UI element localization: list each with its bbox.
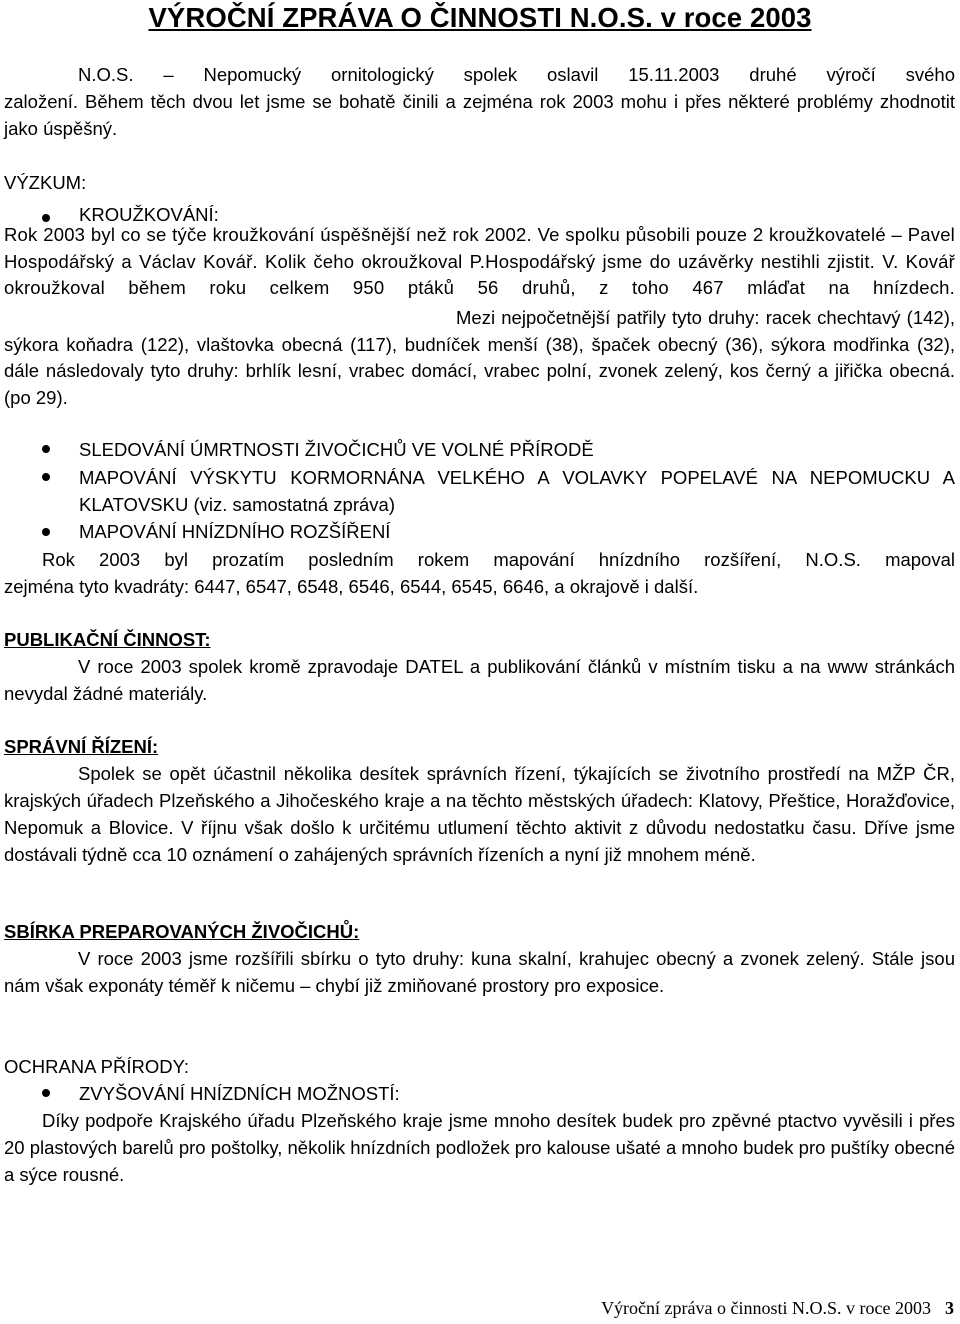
section-heading-spravni: SPRÁVNÍ ŘÍZENÍ: — [4, 736, 159, 757]
krouzkovani-species-text: Mezi nejpočetnější patřily tyto druhy: racek chechtavý (142), sýkora koňadra (122), vlaštovka obecná (117), budníček menší (38), špaček obecný (36), sýkora modřinka (32), dále následovaly tyto druhy: brhlík lesní, vrabec domácí, vrabec polní, zvonek zelený, kos černý a jiřička obecná. (po 29). — [4, 307, 955, 408]
publikacni-text: V roce 2003 spolek kromě zpravodaje DATEL a publikování článků v místním tisku a na www stránkách nevydal žádné materiály. — [4, 656, 955, 704]
section-heading-sbirka: SBÍRKA PREPAROVANÝCH ŽIVOČICHŮ: — [4, 921, 360, 942]
section-heading-publikacni: PUBLIKAČNÍ ČINNOST: — [4, 629, 211, 650]
bullet-icon — [42, 1089, 50, 1097]
spravni-text: Spolek se opět účastnil několika desítek správních řízení, týkajících se životního prostředí na MŽP ČR, krajských úřadech Plzeňského a Jihočeského kraje a na těchto městských úřadech: Klatovy, Přeštice, Horažďovice, Nepomuk a Blovice. V říjnu však došlo k určitému utlumení těchto aktivit z důvodu nedostatku času. Dříve jsme dostávali týdně cca 10 oznámení o zahájených správních řízeních a nyní již mnohem méně. — [4, 763, 955, 865]
page-footer — [601, 1298, 954, 1319]
intro-line-1: N.O.S. – Nepomucký ornitologický spolek oslavil 15.11.2003 druhé výročí svého — [78, 64, 955, 85]
zvysovani-label: ZVYŠOVÁNÍ HNÍZDNÍCH MOŽNOSTÍ: — [79, 1083, 400, 1104]
section-heading-vyzkum: VÝZKUM: — [4, 172, 87, 193]
section-heading-ochrana: OCHRANA PŘÍRODY: — [4, 1056, 190, 1077]
mapovani-hnizdni-line-2: zejména tyto kvadráty: 6447, 6547, 6548, 6546, 6544, 6545, 6646, a okrajově i další. — [4, 576, 699, 597]
bullet-icon — [42, 528, 50, 536]
mapovani-hnizdni-line-1: Rok 2003 byl prozatím posledním rokem mapování hnízdního rozšíření, N.O.S. mapoval — [42, 549, 955, 570]
bullet-icon — [42, 473, 50, 481]
krouzkovani-text: Rok 2003 byl co se týče kroužkování úspěšnější než rok 2002. Ve spolku působili pouze 2 kroužkovatelé – Pavel Hospodářský a Václav Kovář. Kolik čeho okroužkoval P.Hospodářský jsme do uzávěrky nestihli zjistit. V. Kovář okroužkoval během roku celkem 950 ptáků 56 druhů, z toho 467 mláďat na hnízdech. — [4, 224, 955, 298]
sbirka-text: V roce 2003 jsme rozšířili sbírku o tyto druhy: kuna skalní, krahujec obecný a zvonek zelený. Stále jsou nám však exponáty téměř k ničemu – chybí již zmiňované prostory pro exposice. — [4, 948, 955, 996]
page-number: 3 — [945, 1298, 954, 1318]
zvysovani-text: Díky podpoře Krajského úřadu Plzeňského kraje jsme mnoho desítek budek pro zpěvné ptactvo vyvěsili i přes 20 plastových barelů pro poštolky, několik hnízdních podložek pro kalouse ušaté a mnoho budek pro puštíky obecné a sýce rousné. — [4, 1110, 955, 1185]
intro-text: založení. Během těch dvou let jsme se bohatě činili a zejména rok 2003 mohu i přes některé problémy zhodnotit jako úspěšný. — [4, 91, 955, 139]
mapovani-hnizdni-label: MAPOVÁNÍ HNÍZDNÍHO ROZŠÍŘENÍ — [79, 521, 391, 542]
mapovani-kormoran-note: (viz. samostatná zpráva) — [193, 494, 395, 515]
mapovani-kormoran-label: MAPOVÁNÍ VÝSKYTU KORMORNÁNA VELKÉHO A VOLAVKY POPELAVÉ NA NEPOMUCKU A KLATOVSKU — [79, 467, 955, 515]
bullet-icon — [42, 214, 50, 222]
bullet-icon — [42, 445, 50, 453]
sledovani-label: SLEDOVÁNÍ ÚMRTNOSTI ŽIVOČICHŮ VE VOLNÉ PŘÍRODĚ — [79, 439, 594, 460]
footer-text: Výroční zpráva o činnosti N.O.S. v roce 2003 — [601, 1298, 931, 1318]
mapovani-kormoran-item — [79, 464, 955, 518]
krouzkovani-label: KROUŽKOVÁNÍ: — [79, 204, 219, 225]
document-title: VÝROČNÍ ZPRÁVA O ČINNOSTI N.O.S. v roce 2003 — [148, 2, 812, 33]
